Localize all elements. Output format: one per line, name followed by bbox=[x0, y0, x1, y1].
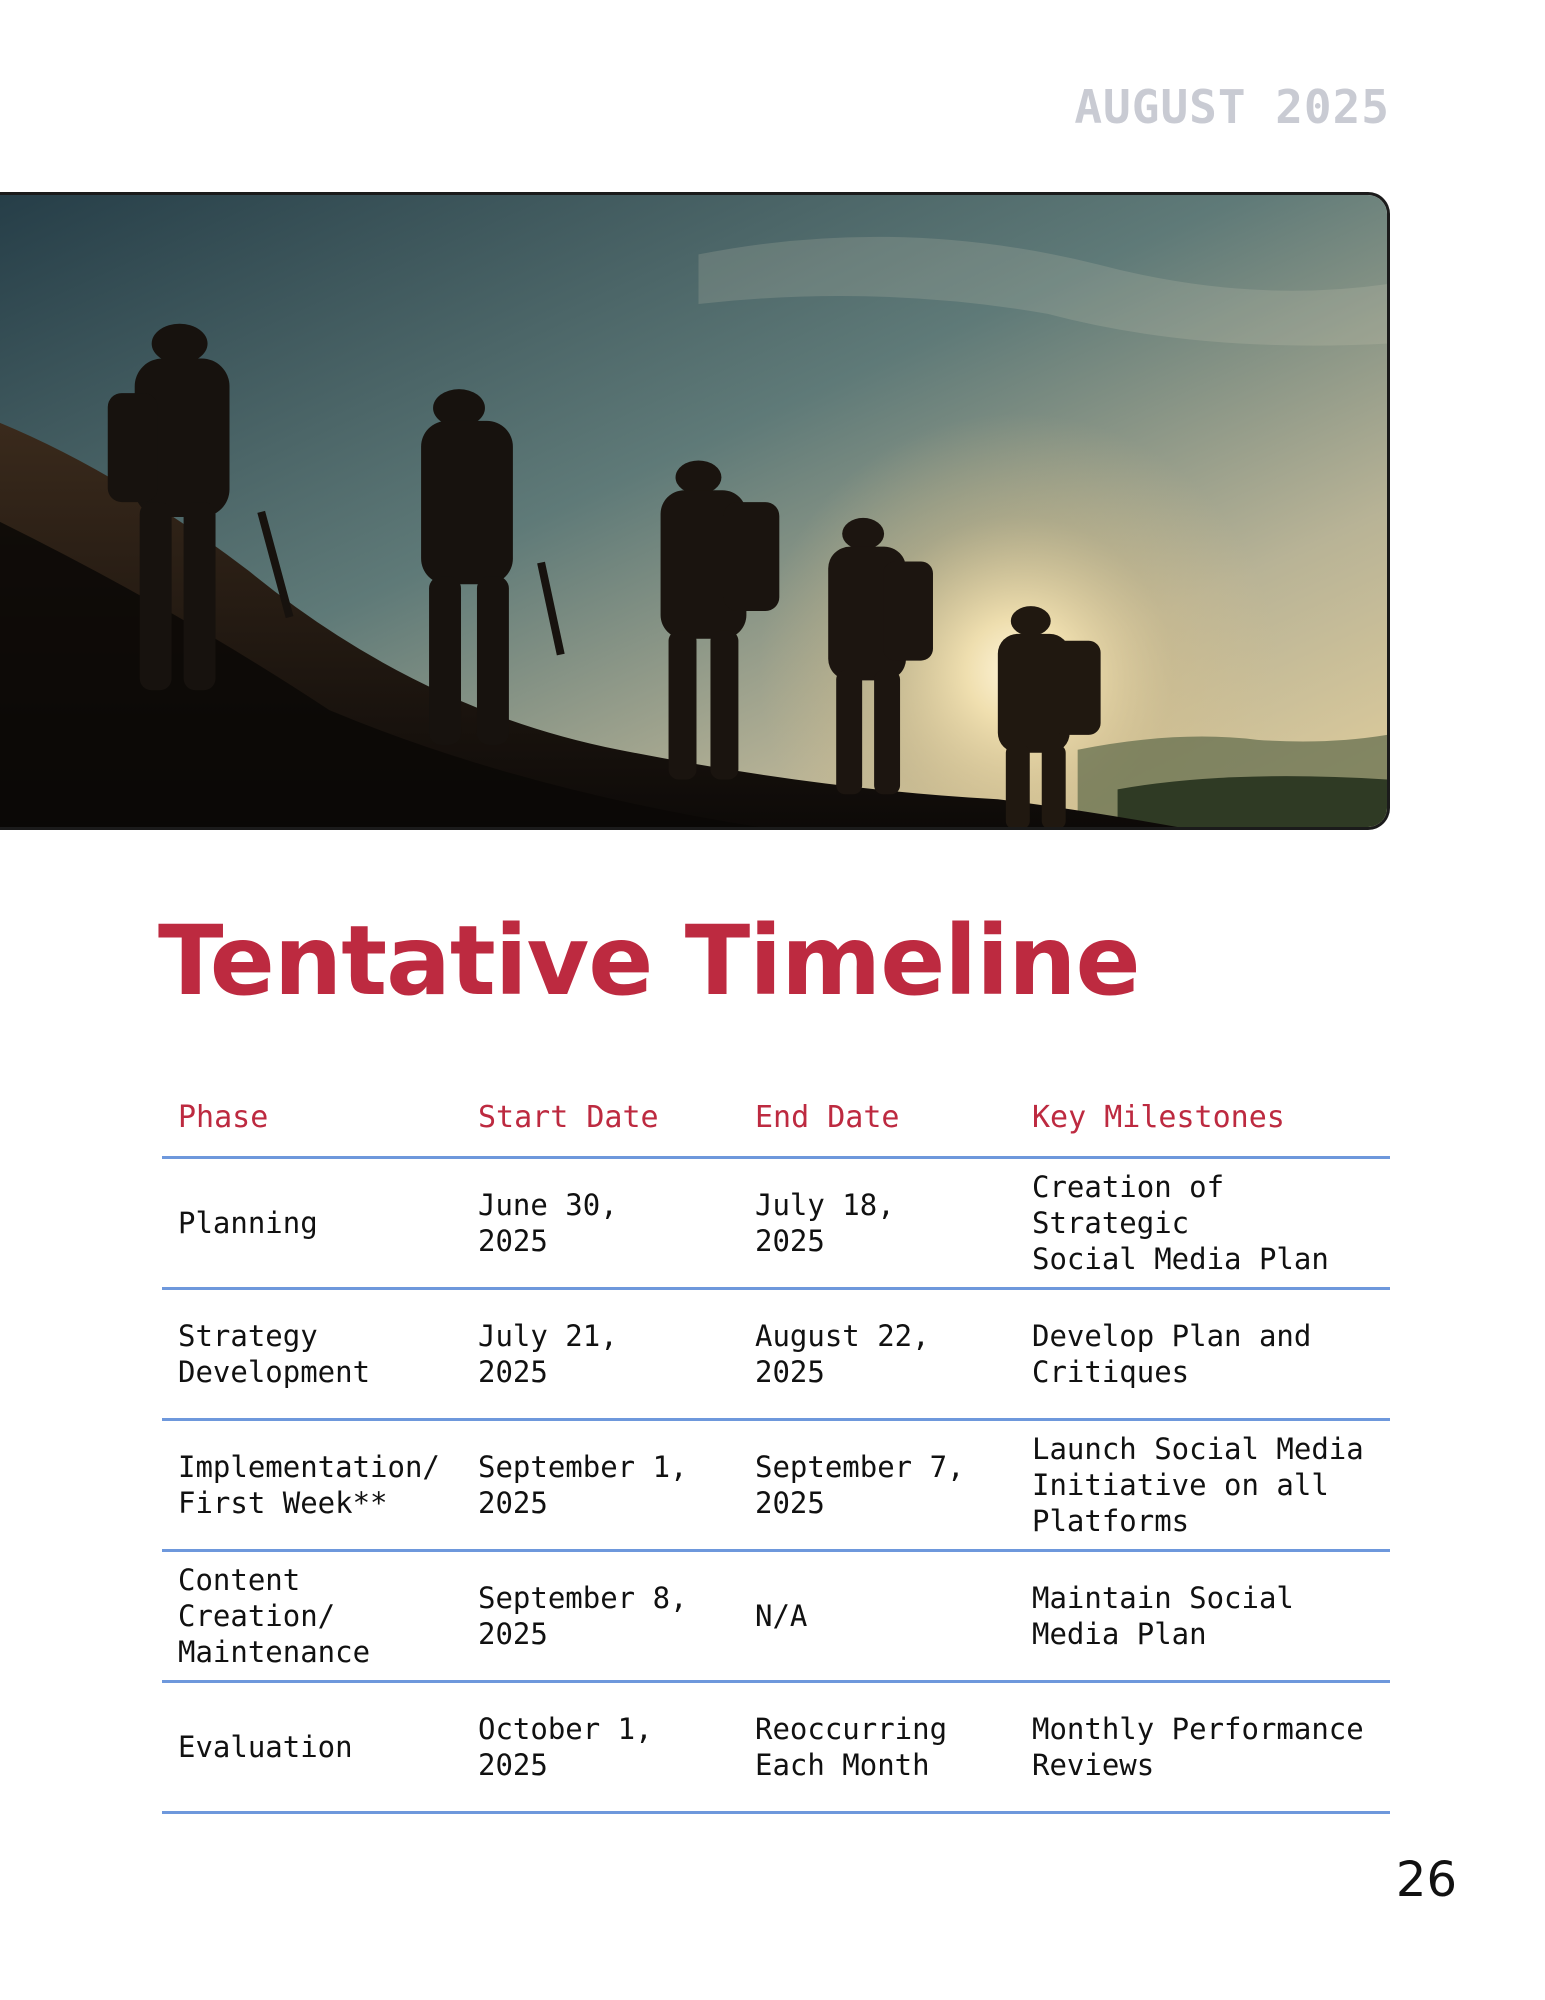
hero-image bbox=[0, 192, 1390, 830]
page-number: 26 bbox=[1395, 1852, 1457, 1908]
phase-cell: Planning bbox=[162, 1158, 462, 1289]
column-header-key-milestones: Key Milestones bbox=[1016, 1078, 1390, 1158]
start-date-cell: July 21, 2025 bbox=[462, 1289, 739, 1420]
phase-cell: Evaluation bbox=[162, 1682, 462, 1813]
header-date: AUGUST 2025 bbox=[1074, 80, 1390, 134]
end-date-cell: September 7, 2025 bbox=[739, 1420, 1016, 1551]
table-row bbox=[162, 1682, 1390, 1813]
table-header-row bbox=[162, 1078, 1390, 1158]
table-row bbox=[162, 1551, 1390, 1682]
table-row bbox=[162, 1289, 1390, 1420]
start-date-cell: June 30, 2025 bbox=[462, 1158, 739, 1289]
phase-cell: Implementation/ First Week** bbox=[162, 1420, 462, 1551]
table-row bbox=[162, 1420, 1390, 1551]
start-date-cell: October 1, 2025 bbox=[462, 1682, 739, 1813]
end-date-cell: Reoccurring Each Month bbox=[739, 1682, 1016, 1813]
milestone-cell: Develop Plan and Critiques bbox=[1016, 1289, 1390, 1420]
milestone-cell: Launch Social Media Initiative on all Platforms bbox=[1016, 1420, 1390, 1551]
start-date-cell: September 1, 2025 bbox=[462, 1420, 739, 1551]
end-date-cell: August 22, 2025 bbox=[739, 1289, 1016, 1420]
milestone-cell: Maintain Social Media Plan bbox=[1016, 1551, 1390, 1682]
soldiers-silhouette-photo bbox=[0, 195, 1387, 827]
column-header-phase: Phase bbox=[162, 1078, 462, 1158]
start-date-cell: September 8, 2025 bbox=[462, 1551, 739, 1682]
end-date-cell: July 18, 2025 bbox=[739, 1158, 1016, 1289]
table-row bbox=[162, 1158, 1390, 1289]
column-header-start-date: Start Date bbox=[462, 1078, 739, 1158]
end-date-cell: N/A bbox=[739, 1551, 1016, 1682]
timeline-table bbox=[162, 1078, 1390, 1814]
phase-cell: Strategy Development bbox=[162, 1289, 462, 1420]
phase-cell: Content Creation/ Maintenance bbox=[162, 1551, 462, 1682]
column-header-end-date: End Date bbox=[739, 1078, 1016, 1158]
milestone-cell: Monthly Performance Reviews bbox=[1016, 1682, 1390, 1813]
milestone-cell: Creation of Strategic Social Media Plan bbox=[1016, 1158, 1390, 1289]
page-title: Tentative Timeline bbox=[158, 905, 1140, 1017]
